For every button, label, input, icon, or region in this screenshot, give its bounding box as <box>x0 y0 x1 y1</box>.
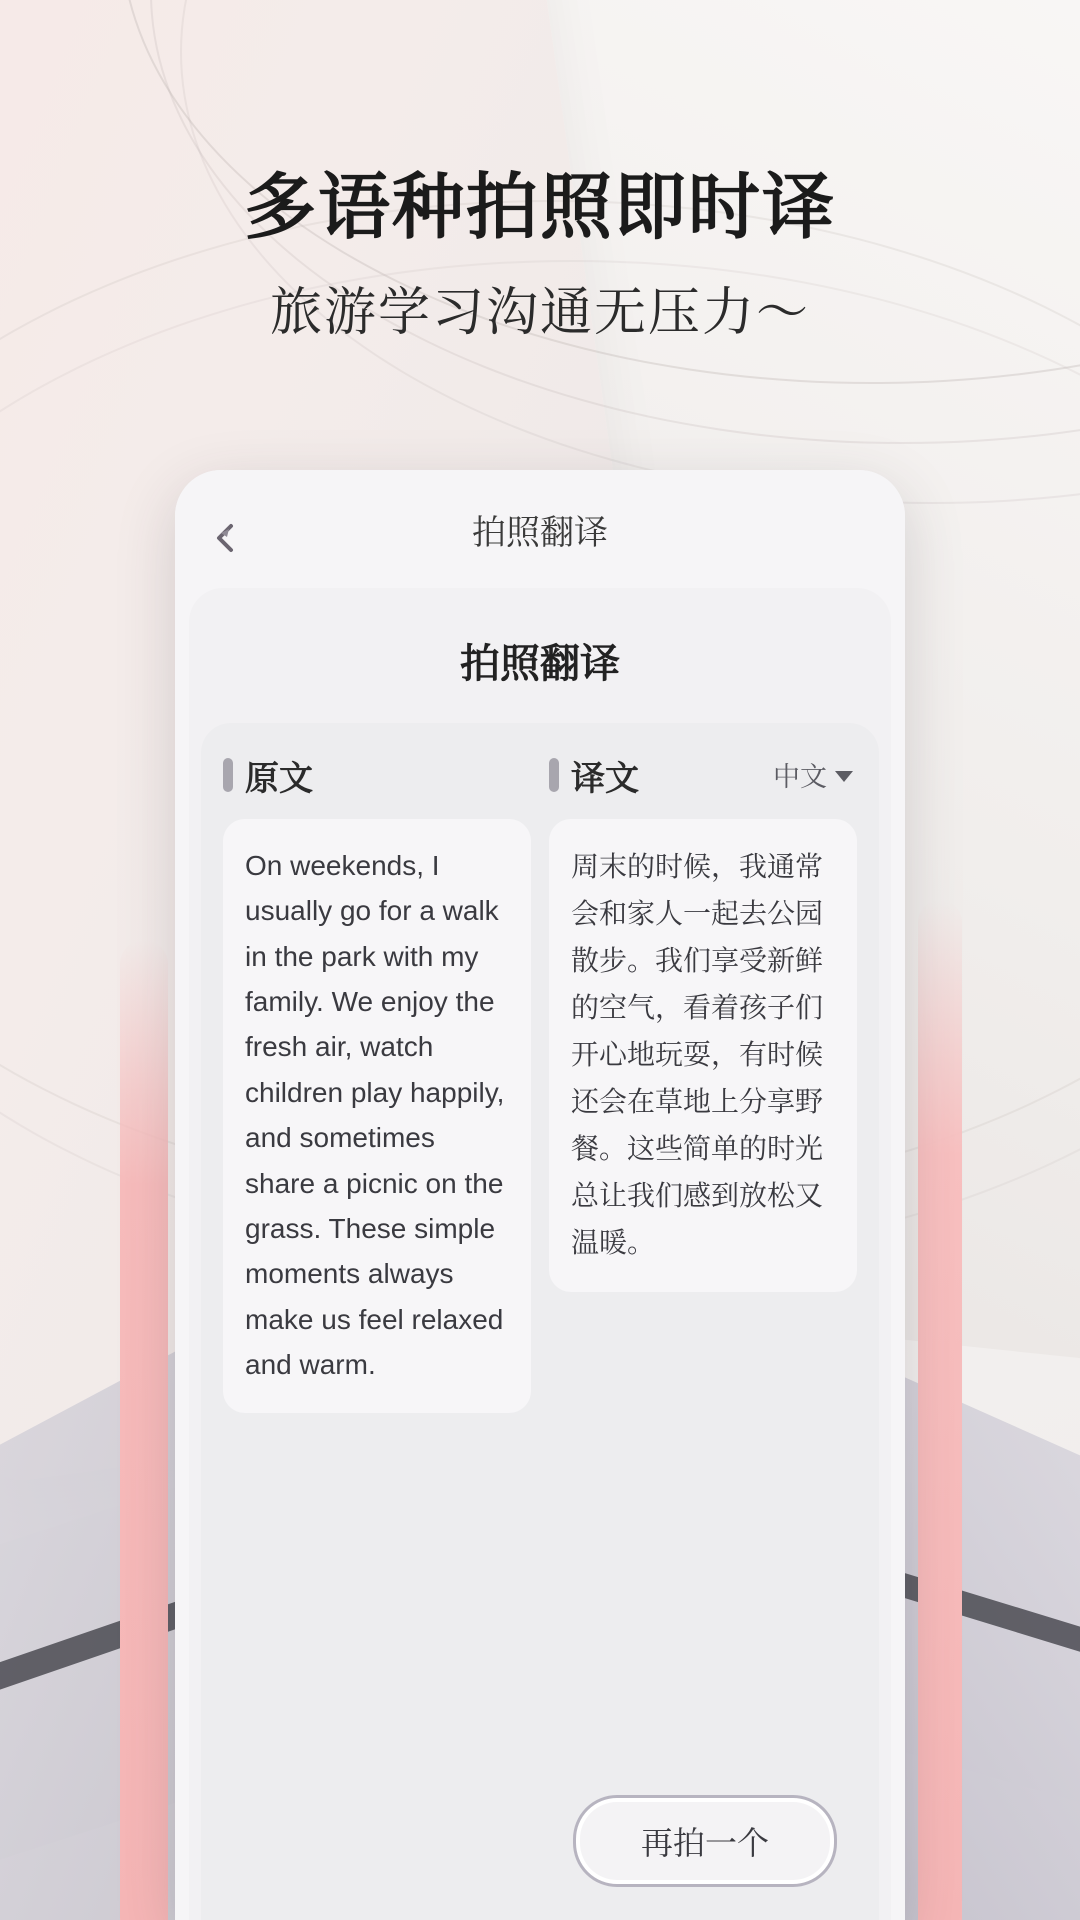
promo-title: 多语种拍照即时译 <box>243 168 836 248</box>
language-selector[interactable] <box>773 755 853 794</box>
translation-panel <box>201 723 879 1920</box>
promo-headline <box>0 168 1080 345</box>
target-text[interactable]: 周末的时候，我通常会和家人一起去公园散步。我们享受新鲜的空气，看着孩子们开心地玩耍，有时候还会在草地上分享野餐。这些简单的时光总让我们感到放松又温暖。 <box>549 819 857 1292</box>
language-selector-value: 中文 <box>773 762 827 792</box>
target-header <box>549 749 857 801</box>
section-marker-icon <box>549 758 559 792</box>
chevron-down-icon <box>835 771 853 782</box>
back-arrow-icon[interactable] <box>203 514 251 562</box>
retake-button[interactable]: 再拍一个 <box>573 1795 837 1887</box>
source-header <box>223 749 531 801</box>
sheet-title: 拍照翻译 <box>460 642 620 686</box>
app-title: 拍照翻译 <box>472 513 608 552</box>
app-top-bar <box>175 470 905 588</box>
translation-columns <box>201 749 879 1413</box>
phone-mockup <box>175 470 905 1920</box>
source-text[interactable]: On weekends, I usually go for a walk in the park with my family. We enjoy the fresh air, watch children play happily, and sometimes share a picnic on the grass. These simple moments always make us feel relaxed and warm. <box>223 819 531 1413</box>
promo-subtitle: 旅游学习沟通无压力～ <box>269 284 810 342</box>
background-pink-accent-left <box>120 940 168 1920</box>
section-marker-icon <box>223 758 233 792</box>
target-column <box>549 749 857 1413</box>
target-label: 译文 <box>571 759 639 798</box>
background-pink-accent-right <box>918 900 962 1920</box>
retake-button-wrap <box>573 1795 837 1887</box>
source-column <box>223 749 531 1413</box>
translation-sheet <box>189 588 891 1920</box>
source-label: 原文 <box>245 759 313 798</box>
